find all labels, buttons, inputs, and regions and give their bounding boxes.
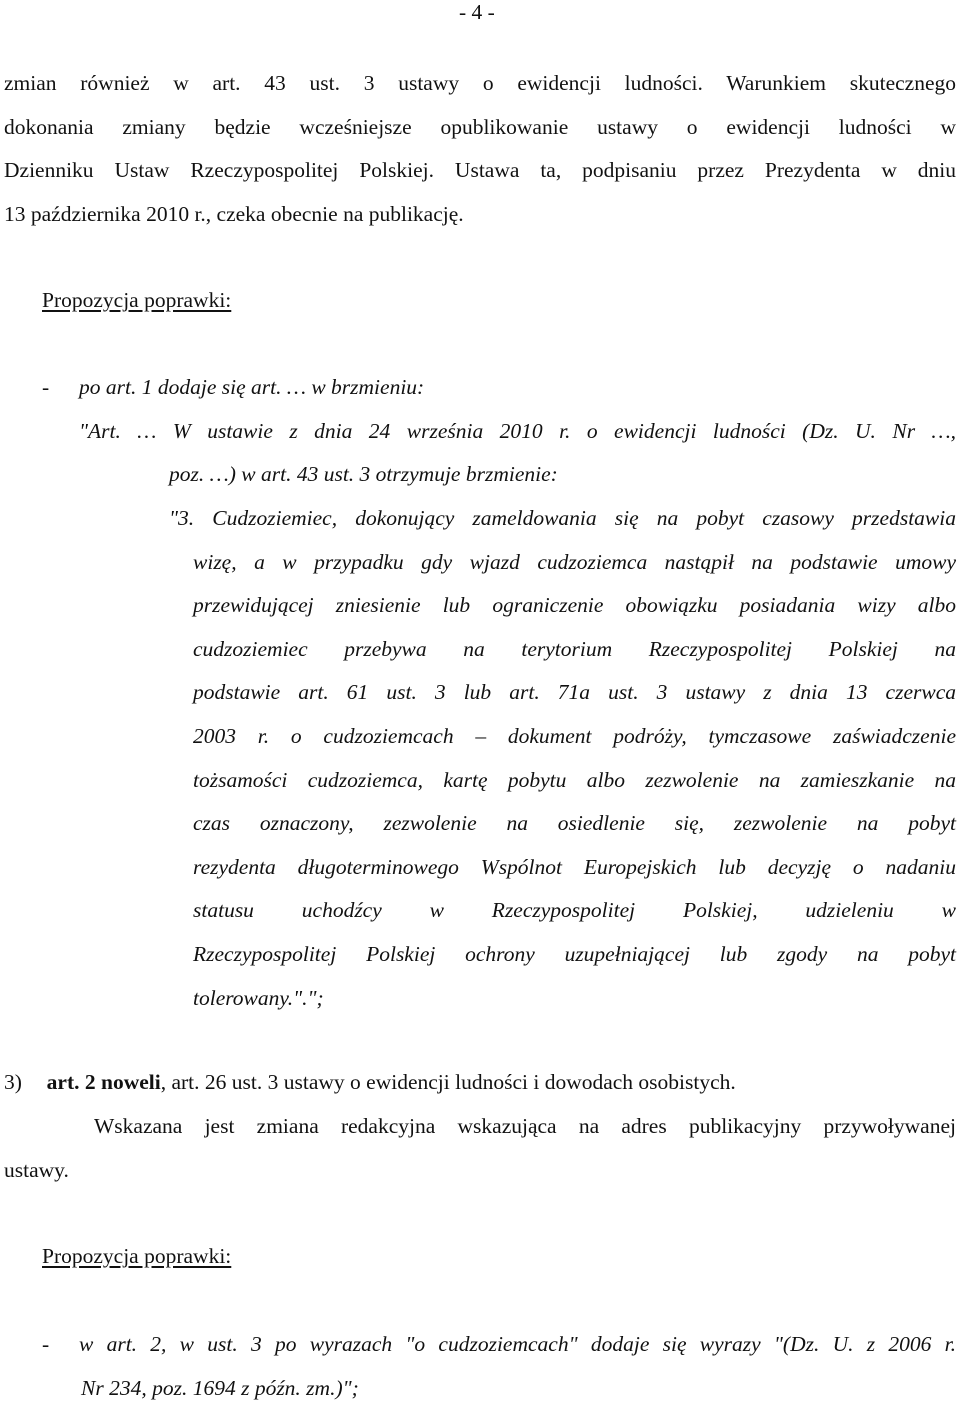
quote-line: cudzoziemiec przebywa na terytorium Rzeczypospolitej Polskiej na: [193, 636, 956, 661]
section-reference-bold: art. 2 noweli: [46, 1070, 161, 1094]
list-dash: -: [42, 1332, 50, 1356]
intro-line: zmian również w art. 43 ust. 3 ustawy o ewidencji ludności. Warunkiem skutecznego: [4, 71, 956, 95]
article-line: poz. …) w art. 43 ust. 3 otrzymuje brzmienie:: [169, 462, 558, 486]
section-reference: , art. 26 ust. 3 ustawy o ewidencji ludności i dowodach osobistych.: [160, 1070, 736, 1094]
quote-line: Rzeczypospolitej Polskiej ochrony uzupełniającej lub zgody na pobyt: [193, 942, 956, 966]
section-number: 3): [4, 1070, 22, 1094]
quote-line: czas oznaczony, zezwolenie na osiedlenie się, zezwolenie na pobyt: [193, 811, 956, 836]
proposal-heading: Propozycja poprawki:: [42, 1244, 232, 1268]
quote-line: "3. Cudzoziemiec, dokonujący zameldowania się na pobyt czasowy przedstawia: [169, 506, 956, 530]
quote-line: tożsamości cudzoziemca, kartę pobytu albo zezwolenie na zamieszkanie na: [193, 767, 956, 792]
quote-line: 2003 r. o cudzoziemcach – dokument podróży, tymczasowe zaświadczenie: [193, 724, 956, 748]
quote-line: rezydenta długoterminowego Wspólnot Europejskich lub decyzję o nadaniu: [193, 854, 956, 879]
item-text: po art. 1 dodaje się art. … w brzmieniu:: [79, 375, 425, 399]
quote-line: przewidującej zniesienie lub ograniczenie obowiązku posiadania wizy albo: [193, 593, 956, 618]
paragraph-line: ustawy.: [4, 1158, 69, 1182]
proposal-heading: Propozycja poprawki:: [42, 288, 232, 312]
intro-line: Dzienniku Ustaw Rzeczypospolitej Polskiej. Ustawa ta, podpisaniu przez Prezydenta w dniu: [4, 158, 956, 182]
item-text: w art. 2, w ust. 3 po wyrazach "o cudzoziemcach" dodaje się wyrazy "(Dz. U. z 2006 r.: [79, 1332, 956, 1356]
intro-line: 13 października 2010 r., czeka obecnie na publikację.: [4, 202, 464, 226]
section-3-heading: [4, 1072, 736, 1094]
item-text: Nr 234, poz. 1694 z późn. zm.)";: [81, 1376, 359, 1400]
quote-line: statusu uchodźcy w Rzeczypospolitej Polskiej, udzieleniu w: [193, 898, 956, 923]
article-line: "Art. … W ustawie z dnia 24 września 2010 r. o ewidencji ludności (Dz. U. Nr …,: [79, 419, 956, 443]
quote-line: podstawie art. 61 ust. 3 lub art. 71a ust. 3 ustawy z dnia 13 czerwca: [193, 680, 956, 705]
quote-line: wizę, a w przypadku gdy wjazd cudzoziemca nastąpił na podstawie umowy: [193, 549, 956, 574]
page-number: - 4 -: [459, 0, 495, 24]
list-dash: -: [42, 375, 50, 399]
paragraph-line: Wskazana jest zmiana redakcyjna wskazująca na adres publikacyjny przywoływanej: [94, 1114, 956, 1138]
intro-line: dokonania zmiany będzie wcześniejsze opublikowanie ustawy o ewidencji ludności w: [4, 115, 956, 139]
quote-line: tolerowany.".";: [193, 985, 324, 1010]
